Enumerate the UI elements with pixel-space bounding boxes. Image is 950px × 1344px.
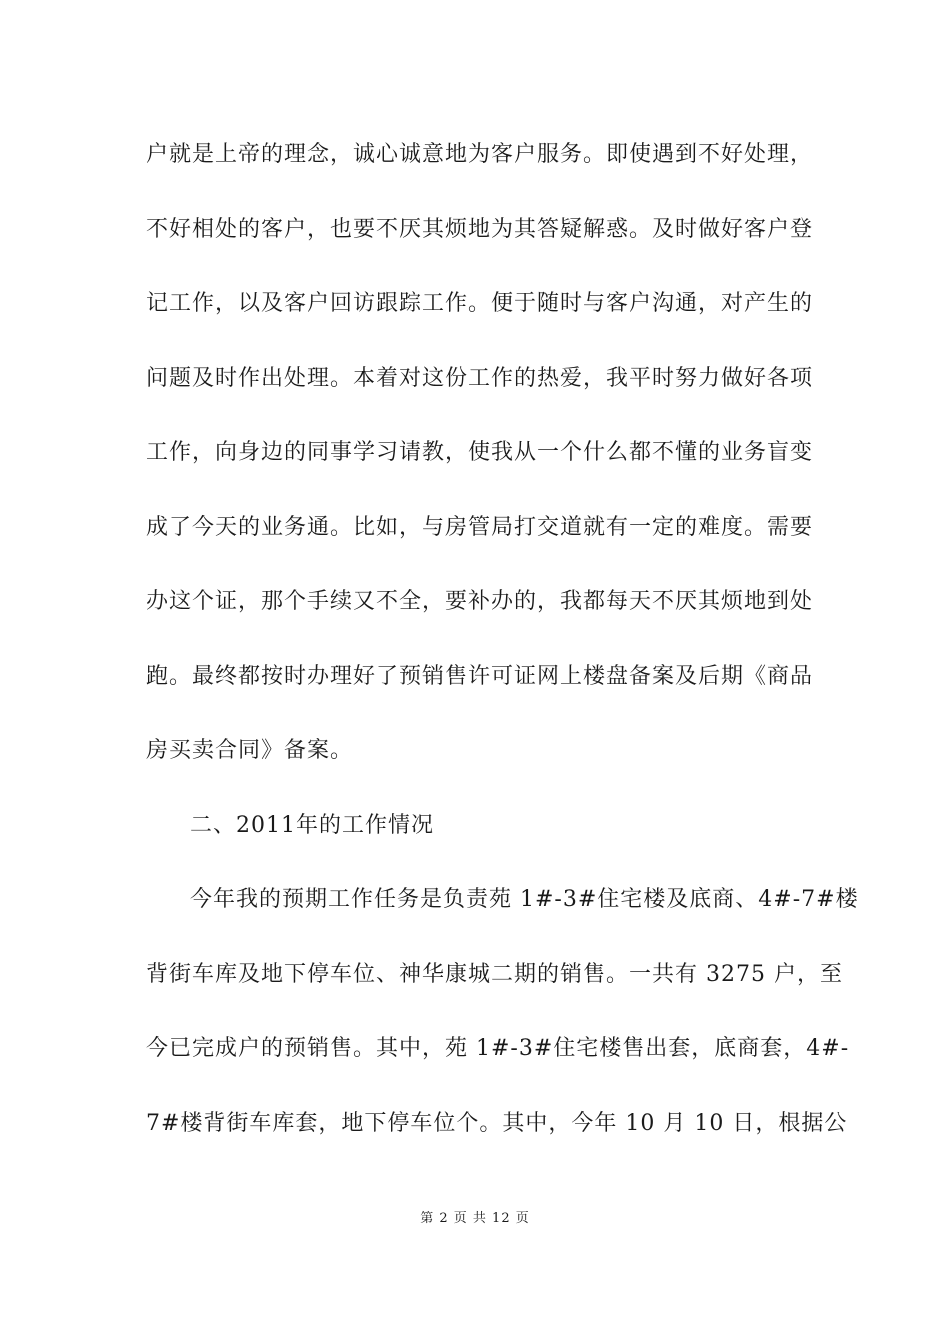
paragraph-line: 办这个证，那个手续又不全，要补办的，我都每天不厌其烦地到处 <box>146 589 814 614</box>
paragraph-line: 成了今天的业务通。比如，与房管局打交道就有一定的难度。需要 <box>146 515 814 540</box>
paragraph-line: 工作，向身边的同事学习请教，使我从一个什么都不懂的业务盲变 <box>146 440 814 465</box>
paragraph-line: 房买卖合同》备案。 <box>146 738 354 763</box>
page-footer: 第 2 页 共 12 页 <box>420 1211 530 1226</box>
paragraph-line: 背街车库及地下停车位、神华康城二期的销售。一共有 3275 户，至 <box>146 962 843 987</box>
paragraph-line: 问题及时作出处理。本着对这份工作的热爱，我平时努力做好各项 <box>146 366 814 391</box>
paragraph-line: 今年我的预期工作任务是负责苑 1#-3#住宅楼及底商、4#-7#楼 <box>190 887 859 912</box>
paragraph-line: 7#楼背街车库套，地下停车位个。其中，今年 10 月 10 日，根据公 <box>146 1111 848 1136</box>
paragraph-line: 记工作，以及客户回访跟踪工作。便于随时与客户沟通，对产生的 <box>146 291 814 316</box>
paragraph-line: 不好相处的客户，也要不厌其烦地为其答疑解惑。及时做好客户登 <box>146 217 814 242</box>
paragraph-line: 今已完成户的预销售。其中，苑 1#-3#住宅楼售出套，底商套，4#- <box>146 1036 850 1061</box>
paragraph-line: 跑。最终都按时办理好了预销售许可证网上楼盘备案及后期《商品 <box>146 664 814 689</box>
paragraph-line: 户就是上帝的理念，诚心诚意地为客户服务。即使遇到不好处理， <box>146 142 814 167</box>
section-heading: 二、2011年的工作情况 <box>190 813 434 838</box>
